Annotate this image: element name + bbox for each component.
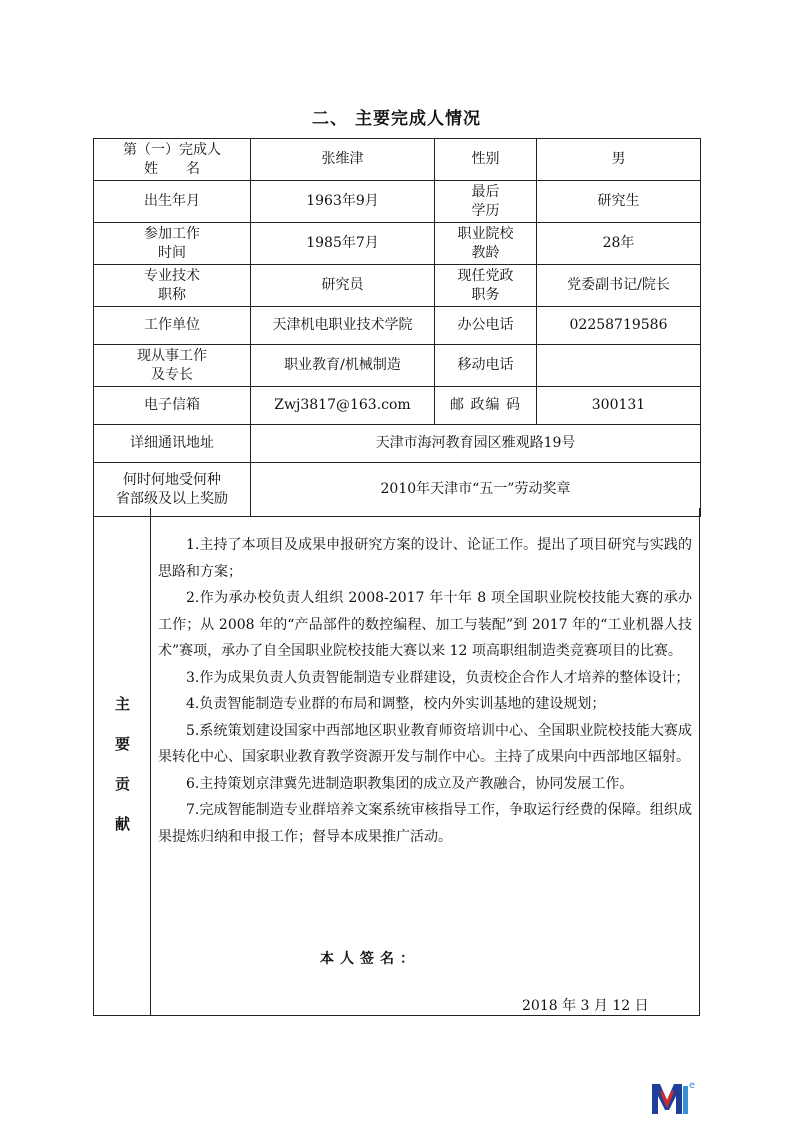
office-phone-value: 02258719586 <box>537 307 701 345</box>
education-value: 研究生 <box>537 181 701 223</box>
postcode-value: 300131 <box>537 387 701 425</box>
label-char: 献 <box>114 815 130 833</box>
label-text: 第（一）完成人 <box>123 141 221 158</box>
contribution-section <box>93 508 700 1016</box>
label-cell: 工作单位 <box>94 307 251 345</box>
logo-icon <box>650 1078 696 1118</box>
table-row <box>94 139 701 181</box>
gender-value: 男 <box>537 139 701 181</box>
label-cell <box>435 223 537 265</box>
label-char: 贡 <box>114 775 130 793</box>
contribution-label <box>94 508 151 1015</box>
label-cell <box>435 265 537 307</box>
label-cell: 移动电话 <box>435 345 537 387</box>
work-start-value: 1985年7月 <box>251 223 435 265</box>
info-table <box>93 138 701 517</box>
signature-date: 2018 年 3 月 12 日 <box>522 998 649 1014</box>
table-row <box>94 307 701 345</box>
label-cell <box>94 265 251 307</box>
position-value: 党委副书记/院长 <box>537 265 701 307</box>
label-text: 参加工作 <box>144 225 200 242</box>
table-row <box>94 387 701 425</box>
mobile-phone-value <box>537 345 701 387</box>
award-value: 2010年天津市“五一”劳动奖章 <box>251 463 701 517</box>
label-text: 专业技术 <box>144 267 200 284</box>
label-text: 教龄 <box>471 244 500 261</box>
title-value: 研究员 <box>251 265 435 307</box>
contribution-paragraph: 1.主持了本项目及成果申报研究方案的设计、论证工作。提出了项目研究与实践的思路和方案； <box>158 537 692 580</box>
employer-value: 天津机电职业技术学院 <box>251 307 435 345</box>
label-cell <box>94 223 251 265</box>
label-cell: 邮 政编 码 <box>435 387 537 425</box>
label-text: 省部级及以上奖励 <box>116 490 228 507</box>
contribution-paragraph: 6.主持策划京津冀先进制造职教集团的成立及产教融合，协同发展工作。 <box>186 775 634 792</box>
label-cell: 电子信箱 <box>94 387 251 425</box>
label-char: 主 <box>114 695 130 713</box>
label-text: 学历 <box>471 202 500 219</box>
contribution-paragraph: 7.完成智能制造专业群培养文案系统审核指导工作，争取运行经费的保障。组织成果提炼归纳和申报工作；督导本成果推广活动。 <box>158 802 692 845</box>
contribution-paragraph: 3.作为成果负责人负责智能制造专业群建设，负责校企合作人才培养的整体设计； <box>186 669 690 686</box>
label-cell: 详细通讯地址 <box>94 425 251 463</box>
specialty-value: 职业教育/机械制造 <box>251 345 435 387</box>
table-row <box>94 223 701 265</box>
label-text: 最后 <box>471 183 500 200</box>
teaching-years-value: 28年 <box>537 223 701 265</box>
signature-label: 本人签名： <box>320 951 420 967</box>
label-text: 现从事工作 <box>137 347 207 364</box>
label-cell <box>94 139 251 181</box>
table-row <box>94 265 701 307</box>
label-text: 及专长 <box>151 366 193 383</box>
address-value: 天津市海河教育园区雅观路19号 <box>251 425 701 463</box>
name-value: 张维津 <box>251 139 435 181</box>
label-text: 职业院校 <box>457 225 514 242</box>
label-cell: 性别 <box>435 139 537 181</box>
table-row <box>94 425 701 463</box>
logo-superscript: e <box>689 1080 696 1091</box>
label-cell: 出生年月 <box>94 181 251 223</box>
table-row <box>94 181 701 223</box>
label-cell: 办公电话 <box>435 307 537 345</box>
label-text: 何时何地受何种 <box>123 471 221 488</box>
label-cell <box>435 181 537 223</box>
label-text: 职务 <box>471 286 500 303</box>
label-text: 现任党政 <box>457 267 514 284</box>
label-char: 要 <box>114 735 130 753</box>
contribution-paragraph: 5.系统策划建设国家中西部地区职业教育师资培训中心、全国职业院校技能大赛成果转化中心、国家职业教育教学资源开发与制作中心。主持了成果向中西部地区辐射。 <box>158 722 692 765</box>
label-text: 姓 名 <box>144 160 200 177</box>
label-cell <box>94 345 251 387</box>
table-row <box>94 345 701 387</box>
label-text: 时间 <box>158 244 186 261</box>
contribution-text <box>158 532 692 850</box>
contribution-paragraph: 2.作为承办校负责人组织 2008-2017 年十年 8 项全国职业院校技能大赛的承办工作；从 2008 年的“产品部件的数控编程、加工与装配”到 2017 年的“工业机器人技术”赛项，承办了自全国职业院校技能大赛以来 12 项高职组制造类竞赛项目的比赛。 <box>158 590 692 659</box>
contribution-paragraph: 4.负责智能制造专业群的布局和调整，校内外实训基地的建设规划； <box>186 696 606 712</box>
email-value: Zwj3817@163.com <box>251 387 435 425</box>
birth-value: 1963年9月 <box>251 181 435 223</box>
label-text: 职称 <box>158 286 186 303</box>
page-title: 二、 主要完成人情况 <box>312 109 481 129</box>
